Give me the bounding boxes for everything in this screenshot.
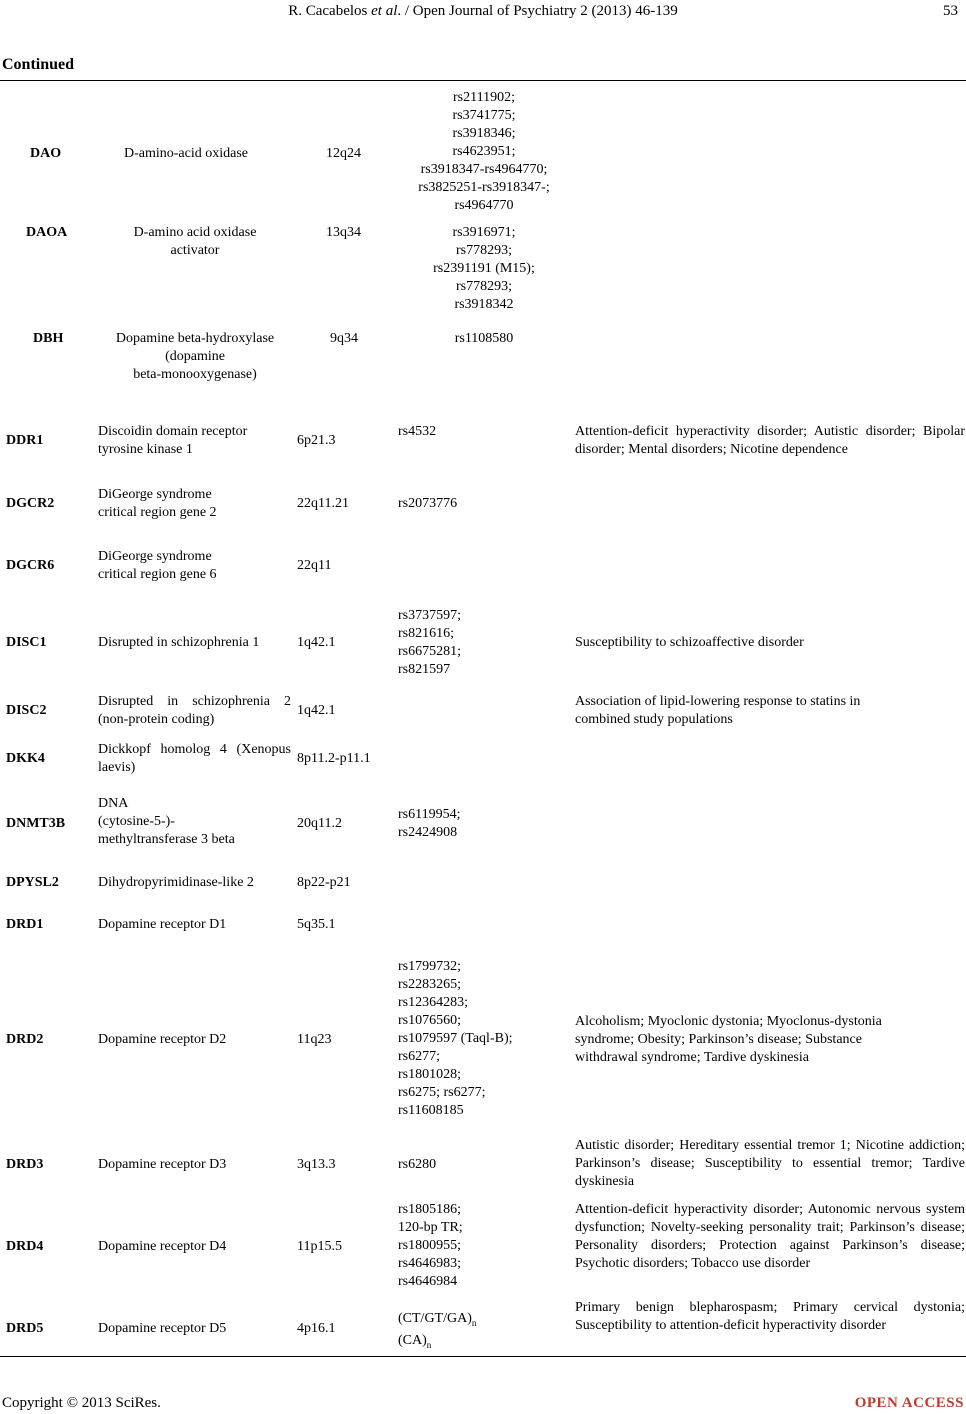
cell-gene-dao: DAO	[30, 146, 62, 161]
cell-locus-disc1: 1q42.1	[297, 635, 336, 650]
cell-name-dbh: Dopamine beta-hydroxylase (dopamine beta-monooxygenase)	[115, 331, 275, 382]
cell-snps-disc1: rs3737597; rs821616; rs6675281; rs821597	[398, 608, 461, 677]
cell-name-disc2: Disrupted in schizophrenia 2 (non-protein coding)	[98, 694, 291, 727]
cell-snps-drd3: rs6280	[398, 1157, 437, 1172]
cell-snps-dbh: rs1108580	[454, 331, 514, 346]
cell-disorders-ddr1: Attention-deficit hyperactivity disorder; Autistic disorder; Bipolar disorder; Mental disorders; Nicotine dependence	[575, 424, 965, 457]
cell-gene-dkk4: DKK4	[6, 751, 45, 766]
open-access-label: OPEN ACCESS	[854, 1395, 964, 1411]
cell-gene-ddr1: DDR1	[6, 433, 44, 448]
cell-locus-dao: 12q24	[326, 146, 361, 161]
snps-drd5-line2: (CA)	[398, 1332, 427, 1348]
snps-drd5-line2-sub: n	[426, 1339, 432, 1350]
cell-name-daoa: D-amino acid oxidase activator	[133, 225, 257, 258]
cell-gene-disc1: DISC1	[6, 635, 47, 650]
cell-name-disc1: Disrupted in schizophrenia 1	[98, 635, 260, 650]
table-top-rule	[0, 80, 966, 81]
cell-snps-drd4: rs1805186; 120-bp TR; rs1800955; rs4646983; rs4646984	[398, 1202, 463, 1289]
running-title-prefix: R. Cacabelos	[288, 3, 372, 19]
cell-gene-drd2: DRD2	[6, 1032, 44, 1047]
cell-locus-drd5: 4p16.1	[297, 1321, 336, 1336]
snps-drd5-line1-sub: n	[471, 1317, 477, 1328]
cell-name-dnmt3b: DNA (cytosine-5-)- methyltransferase 3 beta	[98, 796, 235, 847]
cell-locus-ddr1: 6p21.3	[297, 433, 336, 448]
cell-locus-dnmt3b: 20q11.2	[297, 816, 342, 831]
cell-gene-dbh: DBH	[33, 331, 64, 346]
cell-gene-drd3: DRD3	[6, 1157, 44, 1172]
cell-snps-daoa: rs3916971; rs778293; rs2391191 (M15); rs778293; rs3918342	[433, 225, 535, 312]
cell-locus-dbh: 9q34	[330, 331, 358, 346]
running-header	[0, 2, 966, 20]
cell-gene-dpysl2: DPYSL2	[6, 875, 59, 890]
cell-locus-drd1: 5q35.1	[297, 917, 336, 932]
cell-name-drd4: Dopamine receptor D4	[98, 1239, 227, 1254]
cell-snps-ddr1: rs4532	[398, 424, 437, 439]
cell-locus-dkk4: 8p11.2-p11.1	[297, 751, 371, 766]
snps-drd5-line1: (CT/GT/GA)	[398, 1311, 472, 1326]
cell-gene-dgcr6: DGCR6	[6, 558, 55, 573]
cell-disorders-disc1: Susceptibility to schizoaffective disorder	[575, 635, 804, 650]
running-title-etal: et al	[371, 3, 398, 19]
cell-name-drd1: Dopamine receptor D1	[98, 917, 227, 932]
cell-disorders-drd2: Alcoholism; Myoclonic dystonia; Myoclonus-dystonia syndrome; Obesity; Parkinson’s disease; Substance withdrawal syndrome; Tardive dyskinesia	[575, 1014, 882, 1065]
cell-locus-daoa: 13q34	[326, 225, 361, 240]
cell-locus-dpysl2: 8p22-p21	[297, 875, 351, 890]
cell-name-ddr1: Discoidin domain receptor tyrosine kinase 1	[98, 424, 248, 457]
cell-locus-dgcr2: 22q11.21	[297, 496, 349, 511]
cell-name-dgcr2: DiGeorge syndrome critical region gene 2	[98, 487, 217, 520]
cell-locus-drd4: 11p15.5	[297, 1239, 342, 1254]
cell-disorders-disc2: Association of lipid-lowering response to statins in combined study populations	[575, 694, 861, 727]
cell-name-drd2: Dopamine receptor D2	[98, 1032, 227, 1047]
cell-snps-dnmt3b: rs6119954; rs2424908	[398, 807, 461, 840]
cell-gene-drd1: DRD1	[6, 917, 44, 932]
cell-name-dkk4: Dickkopf homolog 4 (Xenopus laevis)	[98, 742, 291, 775]
cell-gene-dgcr2: DGCR2	[6, 496, 55, 511]
cell-snps-drd5	[398, 1310, 476, 1354]
table-continued-label: Continued	[2, 56, 75, 73]
cell-gene-disc2: DISC2	[6, 703, 47, 718]
cell-name-drd5: Dopamine receptor D5	[98, 1321, 227, 1336]
cell-disorders-drd5: Primary benign blepharospasm; Primary cervical dystonia; Susceptibility to attention-deficit hyperactivity disorder	[575, 1300, 965, 1333]
cell-locus-dgcr6: 22q11	[297, 558, 332, 573]
cell-snps-dgcr2: rs2073776	[398, 496, 458, 511]
cell-locus-disc2: 1q42.1	[297, 703, 336, 718]
copyright-notice: Copyright © 2013 SciRes.	[2, 1395, 161, 1411]
running-title-suffix: . / Open Journal of Psychiatry 2 (2013) 46-139	[397, 3, 678, 19]
cell-name-dgcr6: DiGeorge syndrome critical region gene 6	[98, 549, 217, 582]
cell-gene-dnmt3b: DNMT3B	[6, 816, 66, 831]
table-bottom-rule	[0, 1356, 966, 1357]
cell-disorders-drd4: Attention-deficit hyperactivity disorder; Autonomic nervous system dysfunction; Novelty-seeking personality trait; Parkinson’s disease; Personality disorders; Protection against Parkinson’s disease; Psychotic disorders; Tobacco use disorder	[575, 1202, 965, 1271]
page-number: 53	[943, 3, 958, 19]
cell-snps-drd2: rs1799732; rs2283265; rs12364283; rs1076560; rs1079597 (Taql-B); rs6277; rs1801028; rs6275; rs6277; rs11608185	[398, 959, 513, 1118]
cell-gene-daoa: DAOA	[26, 225, 68, 240]
cell-gene-drd4: DRD4	[6, 1239, 44, 1254]
cell-snps-dao: rs2111902; rs3741775; rs3918346; rs4623951; rs3918347-rs4964770; rs3825251-rs3918347-; rs4964770	[418, 90, 550, 213]
cell-locus-drd3: 3q13.3	[297, 1157, 336, 1172]
cell-name-dpysl2: Dihydropyrimidinase-like 2	[98, 875, 254, 890]
cell-name-drd3: Dopamine receptor D3	[98, 1157, 227, 1172]
cell-name-dao: D-amino-acid oxidase	[124, 146, 249, 161]
cell-disorders-drd3: Autistic disorder; Hereditary essential tremor 1; Nicotine addiction; Parkinson’s disease; Susceptibility to essential tremor; Tardive dyskinesia	[575, 1138, 965, 1189]
cell-locus-drd2: 11q23	[297, 1032, 332, 1047]
cell-gene-drd5: DRD5	[6, 1321, 44, 1336]
